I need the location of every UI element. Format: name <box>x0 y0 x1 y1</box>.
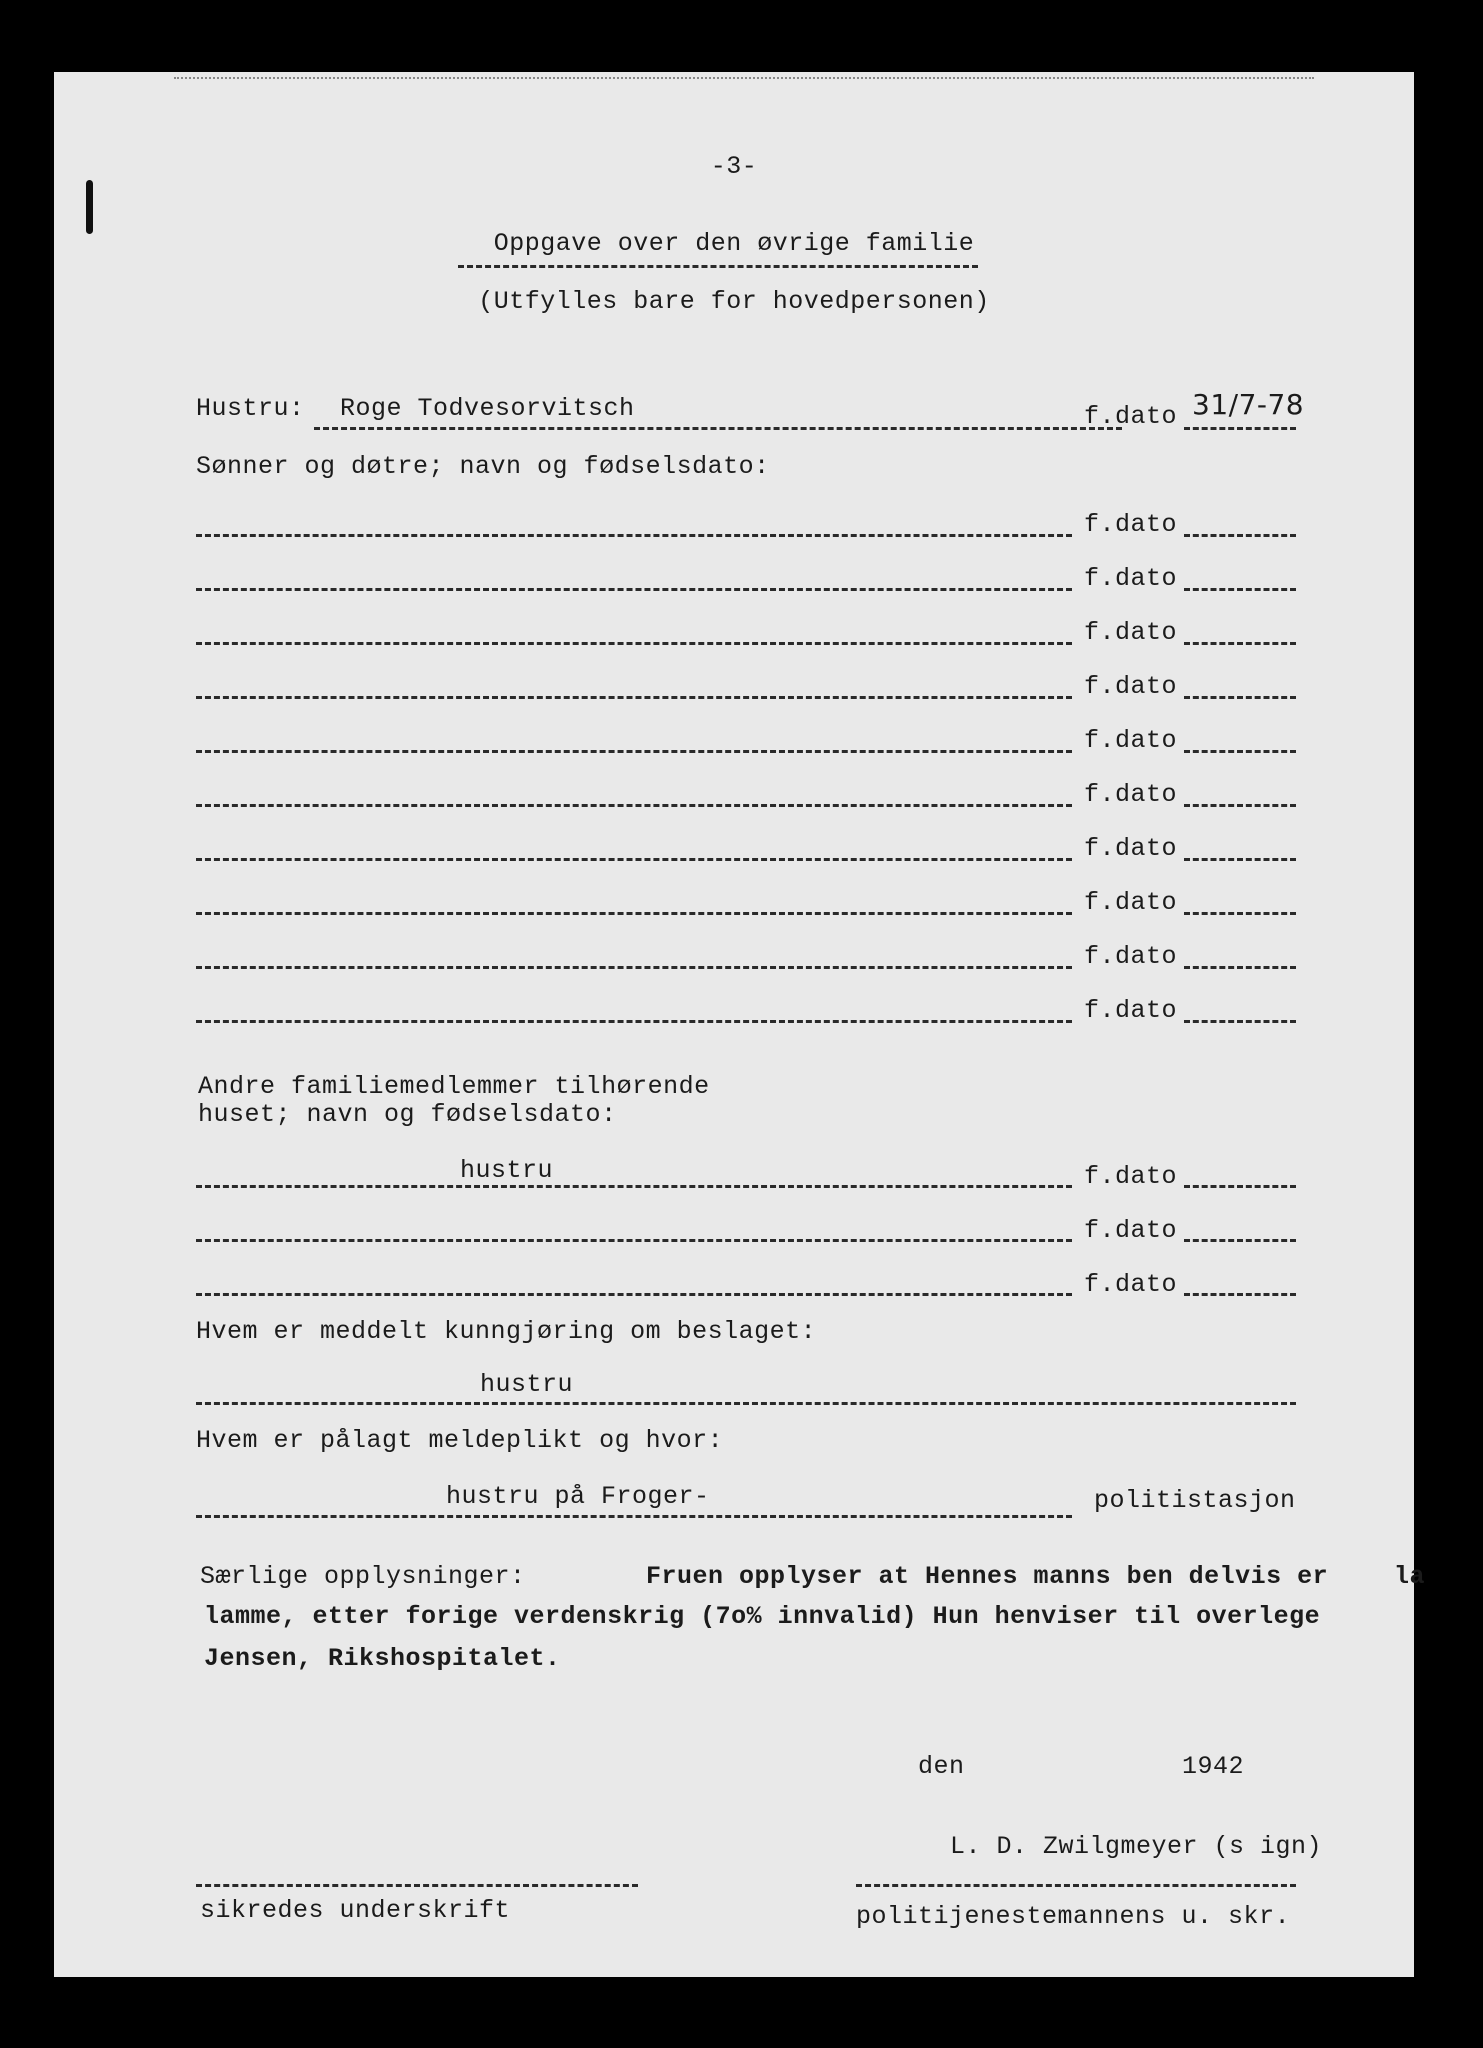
officer-signature-line <box>856 1884 1296 1887</box>
reporting-line <box>196 1515 1072 1518</box>
other-family-date-label: f.dato <box>1084 1270 1178 1299</box>
child-date-label: f.dato <box>1084 564 1178 593</box>
child-date-label: f.dato <box>1084 888 1178 917</box>
form-page <box>54 72 1426 1977</box>
insured-signature-label: sikredes underskrift <box>200 1896 511 1925</box>
special-info-line3: Jensen, Rikshospitalet. <box>204 1644 561 1673</box>
wife-date-label: f.dato <box>1084 402 1178 431</box>
wife-name: Roge Todvesorvitsch <box>340 394 635 423</box>
child-date-label: f.dato <box>1084 780 1178 809</box>
notified-line <box>196 1402 1296 1405</box>
notified-answer: hustru <box>480 1370 574 1399</box>
child-date-label: f.dato <box>1084 510 1178 539</box>
title-underline <box>458 265 978 268</box>
special-info-line2: lamme, etter forige verdenskrig (7o% innvalid) Hun henviser til overlege <box>204 1602 1321 1631</box>
reporting-answer: hustru på Froger- <box>446 1482 710 1511</box>
special-info-line1-tail: la <box>1394 1562 1426 1591</box>
other-family-heading-1: Andre familiemedlemmer tilhørende <box>198 1072 710 1101</box>
page-number: -3- <box>710 152 758 181</box>
child-date-label: f.dato <box>1084 834 1178 863</box>
insured-signature-line <box>196 1884 638 1887</box>
children-heading: Sønner og døtre; navn og fødselsdato: <box>196 452 770 481</box>
child-date-label: f.dato <box>1084 996 1178 1025</box>
wife-name-line <box>314 427 1122 430</box>
wife-date-line <box>1184 427 1296 430</box>
reporting-suffix: politistasjon <box>1094 1486 1296 1515</box>
other-family-heading-2: huset; navn og fødselsdato: <box>198 1100 617 1129</box>
child-date-label: f.dato <box>1084 672 1178 701</box>
reporting-question: Hvem er pålagt meldeplikt og hvor: <box>196 1426 724 1455</box>
special-info-label: Særlige opplysninger: <box>200 1562 526 1591</box>
other-family-date-label: f.dato <box>1084 1162 1178 1191</box>
wife-birth-date: 31/7-78 <box>1192 388 1305 421</box>
other-family-date-label: f.dato <box>1084 1216 1178 1245</box>
dateline-year: 1942 <box>1182 1752 1245 1781</box>
officer-name: L. D. Zwilgmeyer (s ign) <box>950 1832 1323 1861</box>
child-date-label: f.dato <box>1084 618 1178 647</box>
wife-label: Hustru: <box>196 394 305 423</box>
other-family-relation: hustru <box>460 1156 554 1185</box>
dateline-den: den <box>918 1752 965 1781</box>
punch-mark <box>86 180 93 234</box>
child-date-label: f.dato <box>1084 726 1178 755</box>
top-edge-marks <box>174 77 1314 79</box>
form-subtitle: (Utfylles bare for hovedpersonen) <box>478 287 990 316</box>
officer-signature-label: politijenestemannens u. skr. <box>856 1902 1291 1931</box>
special-info-line1: Fruen opplyser at Hennes manns ben delvis er <box>646 1562 1329 1591</box>
form-title: Oppgave over den øvrige familie <box>493 229 975 258</box>
child-date-label: f.dato <box>1084 942 1178 971</box>
notified-question: Hvem er meddelt kunngjøring om beslaget: <box>196 1317 817 1346</box>
